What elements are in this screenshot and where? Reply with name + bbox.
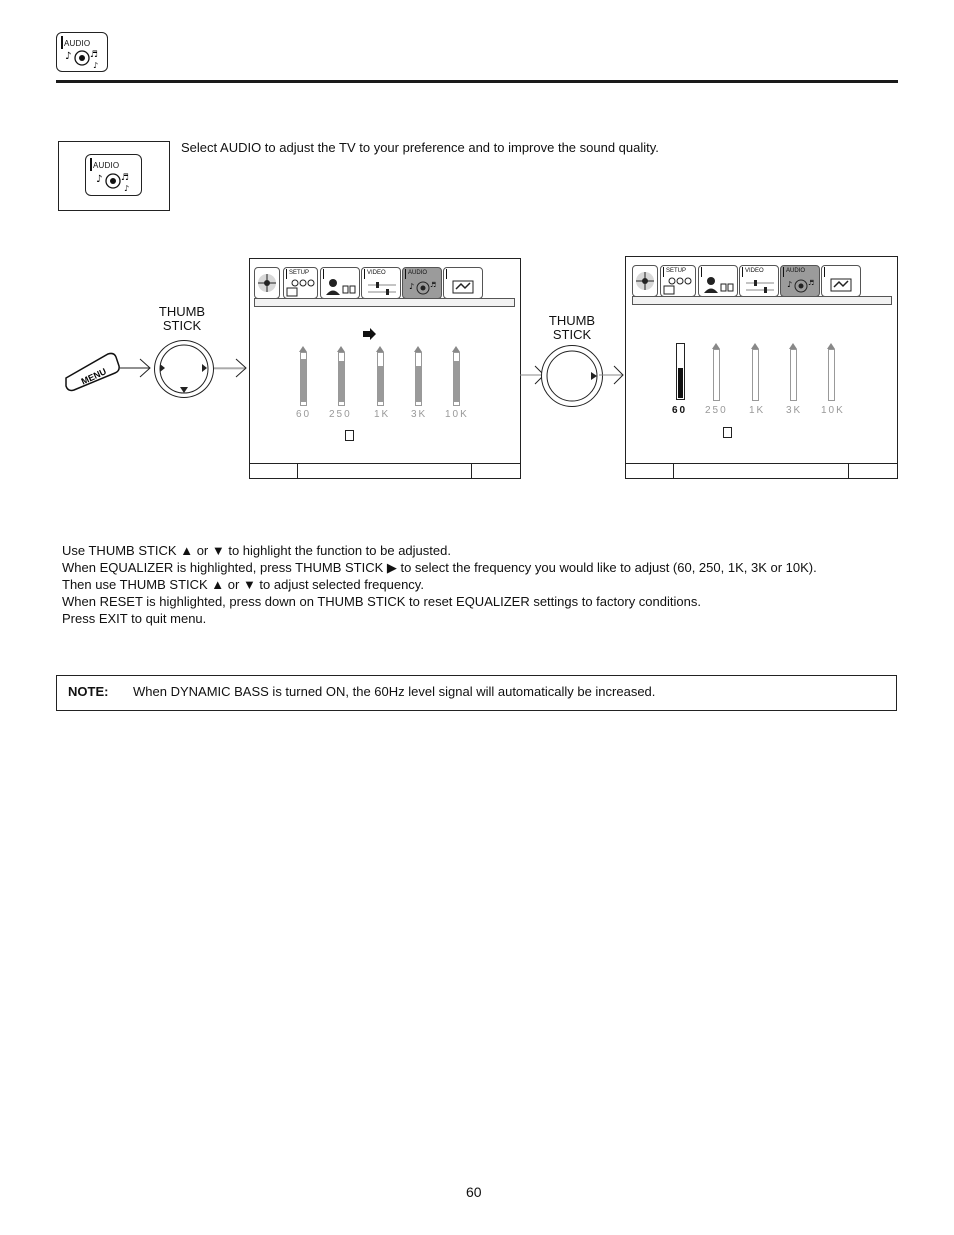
eq-slider-10k[interactable] xyxy=(453,346,460,406)
tab-audio-label: AUDIO xyxy=(786,268,806,274)
header-rule xyxy=(56,80,898,83)
tab-setup-label: SETUP xyxy=(666,268,687,274)
eq-slider-fill xyxy=(416,366,421,402)
thumb-stick-line2: STICK xyxy=(162,318,202,333)
svg-text:♬: ♬ xyxy=(90,50,99,60)
video-sliders-icon xyxy=(366,279,398,297)
svg-text:♪: ♪ xyxy=(787,280,793,289)
instructions xyxy=(62,542,817,627)
thumb-stick-2[interactable] xyxy=(541,345,603,407)
audio-icon xyxy=(407,279,439,297)
audio-icon xyxy=(785,277,817,295)
menu-highlight-bar xyxy=(632,296,892,305)
eq-slider-60[interactable] xyxy=(300,346,307,406)
setup-icon xyxy=(663,277,693,295)
eq-slider-10k[interactable] xyxy=(828,343,835,401)
reset-checkbox[interactable] xyxy=(345,430,354,441)
thumb-stick-line2: STICK xyxy=(552,327,592,342)
menu-status-bar xyxy=(250,463,520,478)
intro-text: Select AUDIO to adjust the TV to your preference and to improve the sound quality. xyxy=(181,140,659,155)
svg-text:♪: ♪ xyxy=(124,184,130,192)
eq-slider-3k[interactable] xyxy=(415,346,422,406)
thumb-stick-label-2 xyxy=(537,314,607,342)
freq-label-10k: 10K xyxy=(445,409,469,420)
tab-video[interactable] xyxy=(361,267,401,299)
reset-checkbox[interactable] xyxy=(723,427,732,438)
eq-slider-fill xyxy=(378,366,383,402)
eq-slider-250[interactable] xyxy=(338,346,345,406)
tab-audio[interactable] xyxy=(402,267,442,299)
menu-highlight-bar xyxy=(254,298,515,307)
tab-setup-label: SETUP xyxy=(289,270,310,276)
tab-theater[interactable] xyxy=(821,265,861,297)
thumb-stick-arrows-icon xyxy=(155,341,213,397)
menu-button-label: MENU xyxy=(79,366,108,387)
tab-video-label: VIDEO xyxy=(745,268,764,274)
audio-icon-label: AUDIO xyxy=(93,161,120,170)
eq-slider-60[interactable] xyxy=(676,343,683,400)
music-note-icon xyxy=(65,47,101,69)
freq-label-1k: 1K xyxy=(374,409,391,420)
eq-slider-fill xyxy=(339,361,344,402)
note-text: When DYNAMIC BASS is turned ON, the 60Hz level signal will automatically be increased. xyxy=(133,684,656,699)
music-note-icon xyxy=(94,170,134,192)
freq-label-250: 250 xyxy=(329,409,352,420)
tab-video[interactable] xyxy=(739,265,779,297)
eq-slider-track-selected xyxy=(676,343,685,400)
instruction-line: Press EXIT to quit menu. xyxy=(62,611,207,626)
svg-text:♪: ♪ xyxy=(409,282,415,291)
instruction-line: Use THUMB STICK ▲ or ▼ to highlight the function to be adjusted. xyxy=(62,543,451,558)
video-sliders-icon xyxy=(744,277,776,295)
svg-text:♬: ♬ xyxy=(430,281,437,289)
svg-text:♬: ♬ xyxy=(808,279,815,287)
user-icon xyxy=(325,278,357,296)
tab-icon-home[interactable] xyxy=(632,265,658,297)
thumb-stick-arrows-icon xyxy=(542,346,602,406)
eq-slider-fill xyxy=(301,359,306,402)
thumb-stick-label-1 xyxy=(147,305,217,333)
svg-text:♬: ♬ xyxy=(121,173,130,183)
freq-label-60: 60 xyxy=(296,409,312,420)
instruction-line: Then use THUMB STICK ▲ or ▼ to adjust selected frequency. xyxy=(62,577,424,592)
joystick-icon xyxy=(255,268,279,298)
tab-user[interactable] xyxy=(698,265,738,297)
tv-menu-screen-1 xyxy=(249,258,521,479)
tab-audio-label: AUDIO xyxy=(408,270,428,276)
freq-label-10k: 10K xyxy=(821,405,845,416)
thumb-stick-line1: THUMB xyxy=(158,304,206,319)
tab-theater[interactable] xyxy=(443,267,483,299)
eq-slider-250[interactable] xyxy=(713,343,720,401)
svg-text:♪: ♪ xyxy=(65,51,72,62)
theater-icon xyxy=(452,279,474,295)
menu-status-bar xyxy=(626,463,897,478)
eq-slider-1k[interactable] xyxy=(377,346,384,406)
joystick-icon xyxy=(633,266,657,296)
tab-icon-home[interactable] xyxy=(254,267,280,299)
tab-user[interactable] xyxy=(320,267,360,299)
arrow-right-icon xyxy=(212,356,250,380)
eq-slider-1k[interactable] xyxy=(752,343,759,401)
right-arrow-icon xyxy=(363,328,377,340)
svg-text:♪: ♪ xyxy=(96,174,103,185)
page-number: 60 xyxy=(466,1184,482,1200)
eq-slider-fill xyxy=(678,368,683,398)
freq-label-3k: 3K xyxy=(411,409,428,420)
audio-icon xyxy=(85,154,142,196)
tab-video-label: VIDEO xyxy=(367,270,386,276)
audio-header-icon xyxy=(56,32,108,72)
freq-label-3k: 3K xyxy=(786,405,803,416)
thumb-stick-line1: THUMB xyxy=(548,313,596,328)
note-label: NOTE: xyxy=(68,684,109,699)
theater-icon xyxy=(830,277,852,293)
tab-setup[interactable] xyxy=(660,265,696,297)
svg-text:♪: ♪ xyxy=(93,61,99,69)
freq-label-60: 60 xyxy=(672,405,688,416)
intro-icon-frame xyxy=(58,141,170,211)
user-icon xyxy=(703,276,735,294)
instruction-line: When EQUALIZER is highlighted, press THUMB STICK ▶ to select the frequency you would like to adjust (60, 250, 1K, 3K or 10K). xyxy=(62,560,817,575)
freq-label-1k: 1K xyxy=(749,405,766,416)
eq-slider-3k[interactable] xyxy=(790,343,797,401)
tv-menu-screen-2 xyxy=(625,256,898,479)
tab-setup[interactable] xyxy=(283,267,318,299)
eq-slider-fill xyxy=(454,361,459,402)
tab-audio[interactable] xyxy=(780,265,820,297)
note-box xyxy=(56,675,897,711)
arrow-right-icon xyxy=(118,356,154,380)
menu-button[interactable] xyxy=(62,348,122,394)
audio-icon-label: AUDIO xyxy=(64,39,91,48)
setup-icon xyxy=(286,279,316,297)
arrow-right-icon xyxy=(599,362,627,388)
instruction-line: When RESET is highlighted, press down on THUMB STICK to reset EQUALIZER settings to factory conditions. xyxy=(62,594,701,609)
freq-label-250: 250 xyxy=(705,405,728,416)
thumb-stick-1[interactable] xyxy=(154,340,214,398)
